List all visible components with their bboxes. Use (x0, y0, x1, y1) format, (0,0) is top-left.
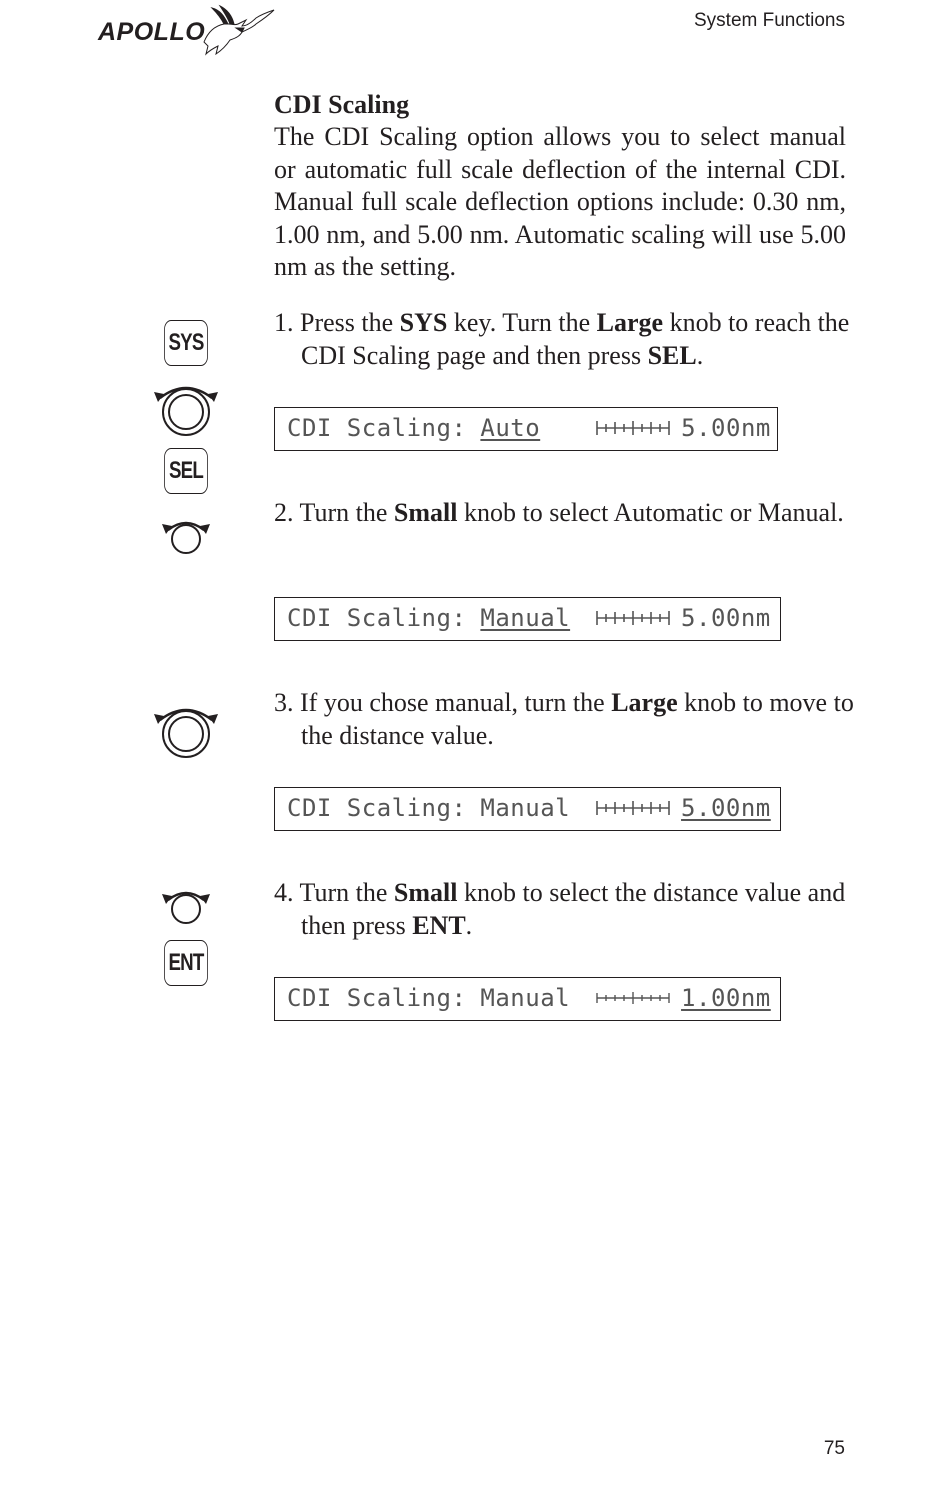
svg-text:APOLLO: APOLLO (98, 18, 206, 46)
large-knob-icon (150, 380, 222, 440)
intro-paragraph: The CDI Scaling option allows you to select manual or automatic full scale deflection of the internal CDI. Manual full scale deflection options include: 0.30 nm, 1.00 nm, and 5.00 nm. Automatic scaling will use 5.00 nm as the setting. (274, 122, 846, 281)
display-label: CDI Scaling: (287, 604, 467, 632)
cdi-scale-bar (595, 609, 671, 627)
display-value: 5.00nm (681, 794, 771, 822)
cdi-scale-bar (595, 419, 671, 437)
section-header: System Functions (694, 10, 845, 31)
large-knob-icon (150, 702, 222, 762)
sel-key-icon: SEL (164, 448, 208, 494)
ent-key-icon: ENT (164, 940, 208, 986)
step-4: 4. Turn the Small knob to select the distance value and then press ENT. (274, 878, 846, 940)
display-mode: Auto (480, 414, 541, 442)
small-knob-icon (150, 514, 222, 560)
display-mode: Manual (480, 984, 571, 1012)
display-label: CDI Scaling: (287, 984, 467, 1012)
apollo-logo (96, 2, 278, 58)
display-value: 5.00nm (681, 604, 771, 632)
step-3: 3. If you chose manual, turn the Large knob to move to the distance value. (274, 688, 854, 750)
cdi-display-manual-mode (274, 597, 781, 641)
cdi-scale-bar (595, 799, 671, 817)
cdi-scale-bar (595, 989, 671, 1007)
small-knob-icon (150, 884, 222, 930)
display-mode: Manual (480, 794, 571, 822)
sys-key-icon: SYS (164, 320, 208, 366)
display-value: 1.00nm (681, 984, 771, 1012)
page-number: 75 (823, 1438, 845, 1459)
step-1: 1. Press the SYS key. Turn the Large knob to reach the CDI Scaling page and then press SEL. (274, 308, 850, 370)
cdi-display-manual-distance (274, 787, 781, 831)
step-2: 2. Turn the Small knob to select Automatic or Manual. (274, 498, 844, 527)
cdi-display-auto (274, 407, 778, 451)
display-label: CDI Scaling: (287, 794, 467, 822)
cdi-display-manual-1nm (274, 977, 781, 1021)
display-label: CDI Scaling: (287, 414, 467, 442)
section-title: CDI Scaling (274, 90, 410, 119)
display-value: 5.00nm (681, 414, 771, 442)
display-mode: Manual (480, 604, 571, 632)
